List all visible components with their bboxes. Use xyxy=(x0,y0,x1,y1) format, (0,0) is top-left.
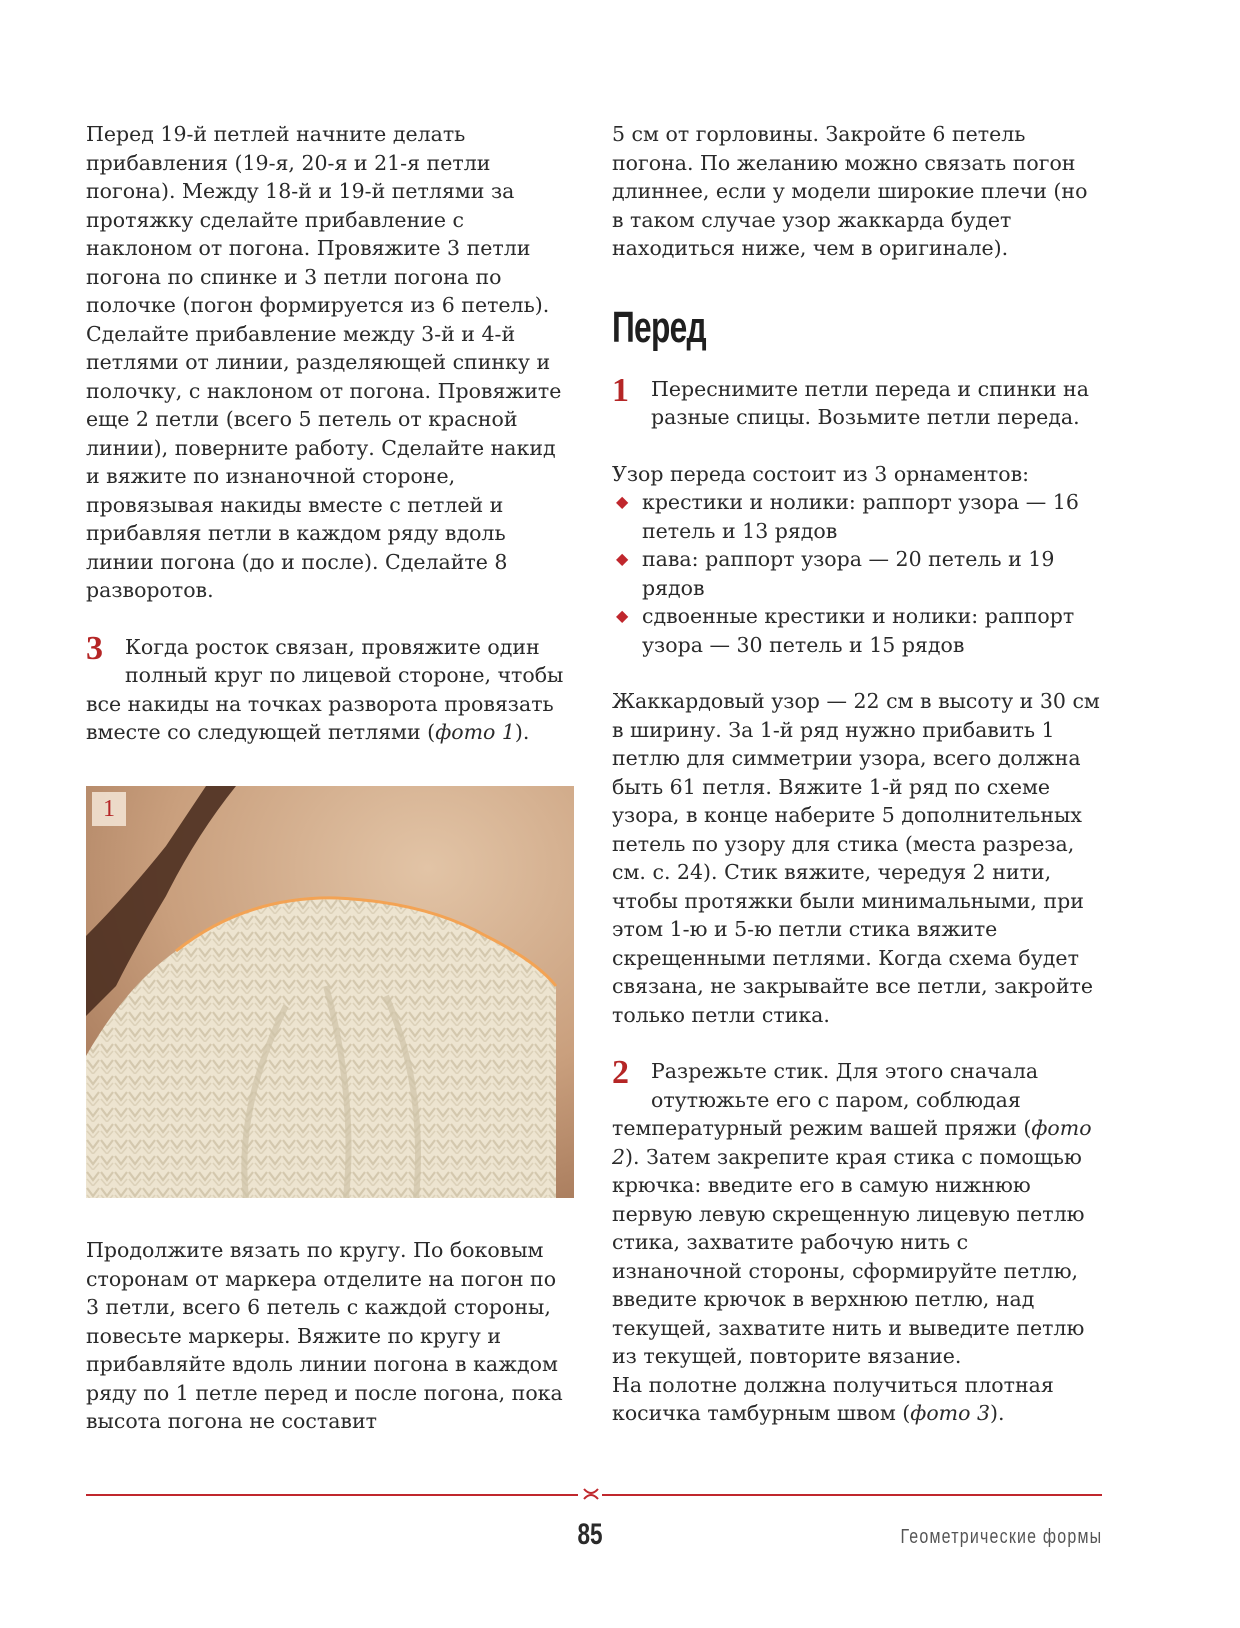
list-item: ◆ крестики и нолики: раппорт узора — 16 петель и 13 рядов xyxy=(616,490,1079,543)
footer-divider-left xyxy=(86,1494,578,1496)
left-column xyxy=(86,120,566,747)
step-2-paragraph: 2 Разрежьте стик. Для этого сначала отутюжьте его с паром, соблюдая температурный режим вашей пряжи (фото 2). Затем закрепите края стика с помощью крючка: введите его в самую нижнюю первую левую скрещенную лицевую петлю стика, захватите рабочую нить с изнаночной стороны, сформируйте петлю, введите крючок в верхнюю петлю, над текущей, захватите нить и выведите петлю из текущей, повторите вязание. xyxy=(612,1054,1092,1368)
diamond-bullet-icon: ◆ xyxy=(616,492,629,511)
diamond-bullet-icon: ◆ xyxy=(616,606,629,625)
knot-ornament-icon xyxy=(580,1483,602,1505)
jacquard-paragraph: Жаккардовый узор — 22 см в высоту и 30 см в ширину. За 1-й ряд нужно прибавить 1 петлю для симметрии узора, всего должна быть 61 петля. Вяжите 1-й ряд по схеме узора, в конце наберите 5 дополнительных петель по узору для стика (места разреза, см. с. 24). Стик вяжите, чередуя 2 нити, чтобы протяжки были минимальными, при этом 1-ю и 5-ю петли стика вяжите скрещенными петлями. Когда схема будет связана, не закрывайте все петли, закройте только петли стика. xyxy=(612,689,1100,1027)
left-column-bottom xyxy=(86,1236,566,1436)
knitting-photo-1 xyxy=(86,786,574,1198)
knitting-photo-illustration xyxy=(86,786,574,1198)
diamond-bullet-icon: ◆ xyxy=(616,549,629,568)
page-number: 85 xyxy=(577,1518,603,1551)
list-item: ◆ пава: раппорт узора — 20 петель и 19 рядов xyxy=(616,547,1055,600)
photo-3-reference: фото 3 xyxy=(910,1401,991,1425)
step-number-2: 2 xyxy=(612,1054,629,1091)
paragraph-continue-knitting: Продолжите вязать по кругу. По боковым сторонам от маркера отделите на погон по 3 петли, всего 6 петель с каждой стороны, повесьте маркеры. Вяжите по кругу и прибавляйте вдоль линии погона в каждом ряду по 1 петле перед и после погона, пока высота погона не составит xyxy=(86,1238,563,1433)
photo-2-reference: фото 2 xyxy=(612,1116,1092,1169)
photo-1-reference: фото 1 xyxy=(435,720,515,744)
photo-number-badge: 1 xyxy=(92,792,126,826)
step-1-paragraph xyxy=(612,371,1102,432)
paragraph-continued: 5 см от горловины. Закройте 6 петель погона. По желанию можно связать погон длиннее, если у модели широкие плечи (но в таком случае узор жаккарда будет находиться ниже, чем в оригинале). xyxy=(612,122,1088,260)
step-number-1: 1 xyxy=(612,371,629,409)
pattern-intro: Узор переда состоит из 3 орнаментов: xyxy=(612,461,1030,486)
paragraph-yoke-increases: Перед 19-й петлей начните делать прибавления (19-я, 20-я и 21-я петли погона). Между 18-й и 19-й петлями за протяжку сделайте прибавление с наклоном от погона. Провяжите 3 петли погона по спинке и 3 петли погона по полочке (погон формируется из 6 петель). Сделайте прибавление между 3-й и 4-й петлями от линии, разделяющей спинку и полочку, с наклоном от погона. Провяжите еще 2 петли (всего 5 петель от красной линии), поверните работу. Сделайте накид и вяжите по изнаночной стороне, провязывая накиды вместе с петлей и прибавляя петли в каждом ряду вдоль линии погона (до и после). Сделайте 8 разворотов. xyxy=(86,122,562,602)
pattern-list xyxy=(612,488,1102,659)
step-3-text: Когда росток связан, провяжите один полный круг по лицевой стороне, чтобы все накиды на точках разворота провязать вместе со следующей петлями ( xyxy=(86,634,564,744)
step-1-text: Переснимите петли переда и спинки на разные спицы. Возьмите петли переда. xyxy=(651,376,1089,429)
right-column xyxy=(612,120,1102,1428)
list-item: ◆ сдвоенные крестики и нолики: раппорт узора — 30 петель и 15 рядов xyxy=(616,604,1075,657)
step-3-paragraph xyxy=(86,629,566,747)
step-number-3: 3 xyxy=(86,629,103,667)
footer-divider-right xyxy=(602,1494,1102,1496)
step-2-continuation: На полотне должна получиться плотная косичка тамбурным швом (фото 3). xyxy=(612,1372,1054,1425)
running-footer-section: Геометрические формы xyxy=(900,1526,1102,1548)
section-heading-front: Перед xyxy=(612,302,706,352)
step-3-end: ). xyxy=(514,720,530,744)
